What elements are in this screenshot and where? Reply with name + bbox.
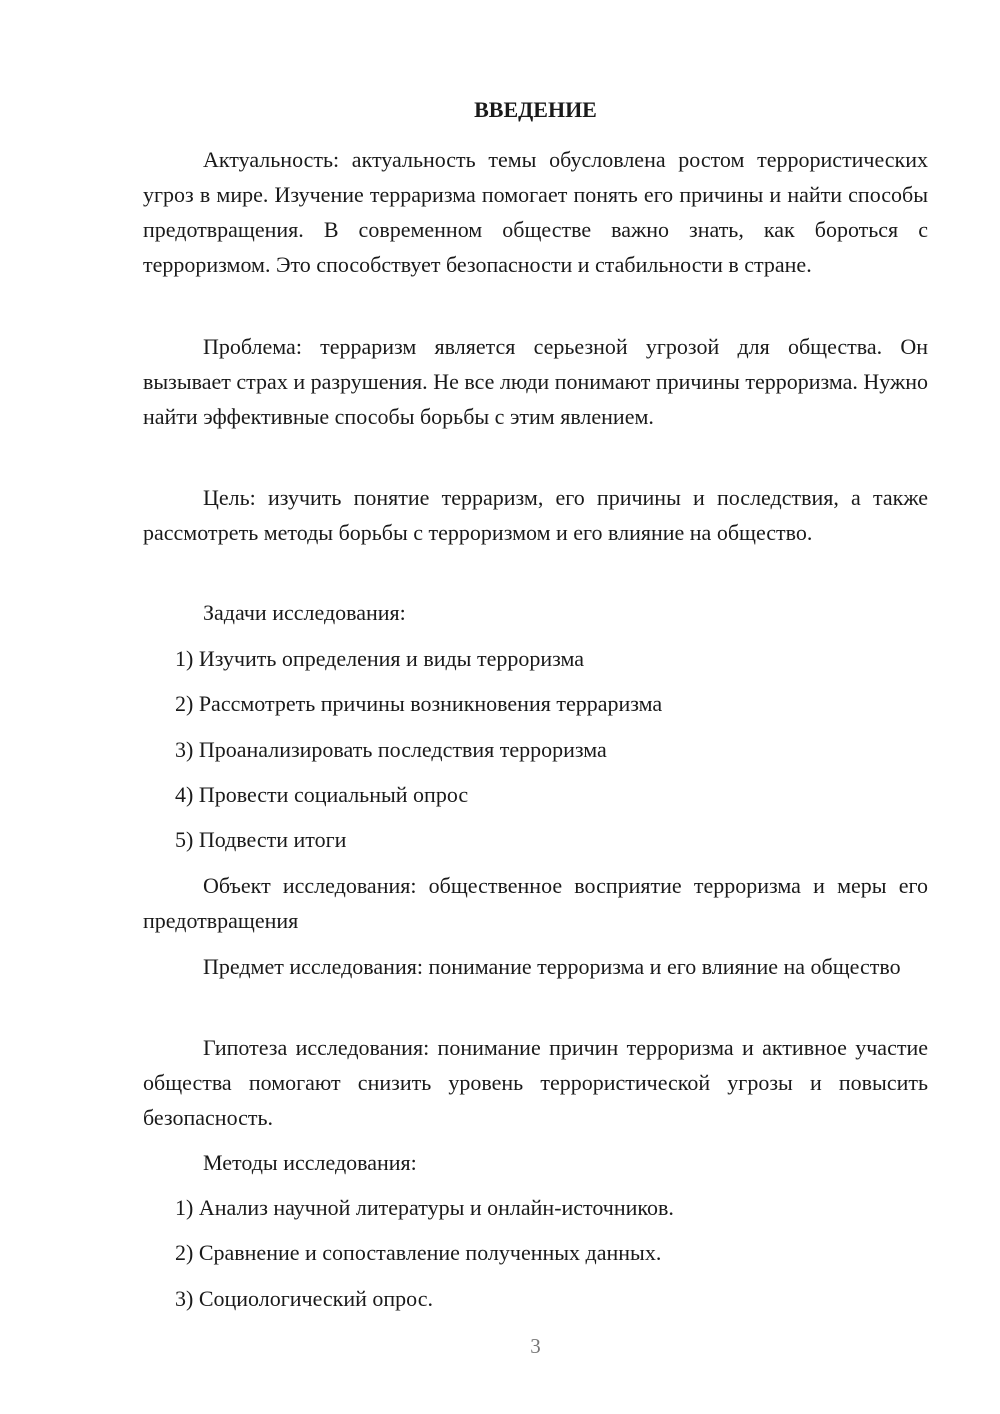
method-item-2: 2) Сравнение и сопоставление полученных данных. — [175, 1240, 662, 1265]
page-heading: ВВЕДЕНИЕ — [474, 97, 597, 122]
object-paragraph: Объект исследования: общественное восприятие терроризма и меры его предотвращения — [143, 873, 928, 933]
subject-paragraph: Предмет исследования: понимание терроризма и его влияние на общество — [203, 954, 901, 979]
method-item-3: 3) Социологический опрос. — [175, 1286, 433, 1311]
task-item-1: 1) Изучить определения и виды терроризма — [175, 646, 585, 671]
hypothesis-paragraph: Гипотеза исследования: понимание причин терроризма и активное участие общества помогают снизить уровень террористической угрозы и повысить безопасность. — [143, 1035, 928, 1130]
method-item-1: 1) Анализ научной литературы и онлайн-источников. — [175, 1195, 674, 1220]
methods-title: Методы исследования: — [203, 1150, 417, 1175]
task-item-5: 5) Подвести итоги — [175, 827, 347, 852]
task-item-4: 4) Провести социальный опрос — [175, 782, 469, 807]
document-page — [143, 0, 928, 1414]
tasks-title: Задачи исследования: — [203, 600, 406, 625]
task-item-3: 3) Проанализировать последствия терроризма — [175, 737, 607, 762]
page-number: 3 — [530, 1334, 541, 1358]
relevance-paragraph: Актуальность: актуальность темы обусловлена ростом террористических угроз в мире. Изучение терраризма помогает понять его причины и найти способы предотвращения. В современном обществе важно знать, как бороться с терроризмом. Это способствует безопасности и стабильности в стране. — [143, 147, 928, 277]
goal-paragraph: Цель: изучить понятие терраризм, его причины и последствия, а также рассмотреть методы борьбы с терроризмом и его влияние на общество. — [143, 485, 928, 545]
task-item-2: 2) Рассмотреть причины возникновения терраризма — [175, 691, 663, 716]
problem-paragraph: Проблема: терраризм является серьезной угрозой для общества. Он вызывает страх и разрушения. Не все люди понимают причины терроризма. Нужно найти эффективные способы борьбы с этим явлением. — [143, 334, 928, 429]
